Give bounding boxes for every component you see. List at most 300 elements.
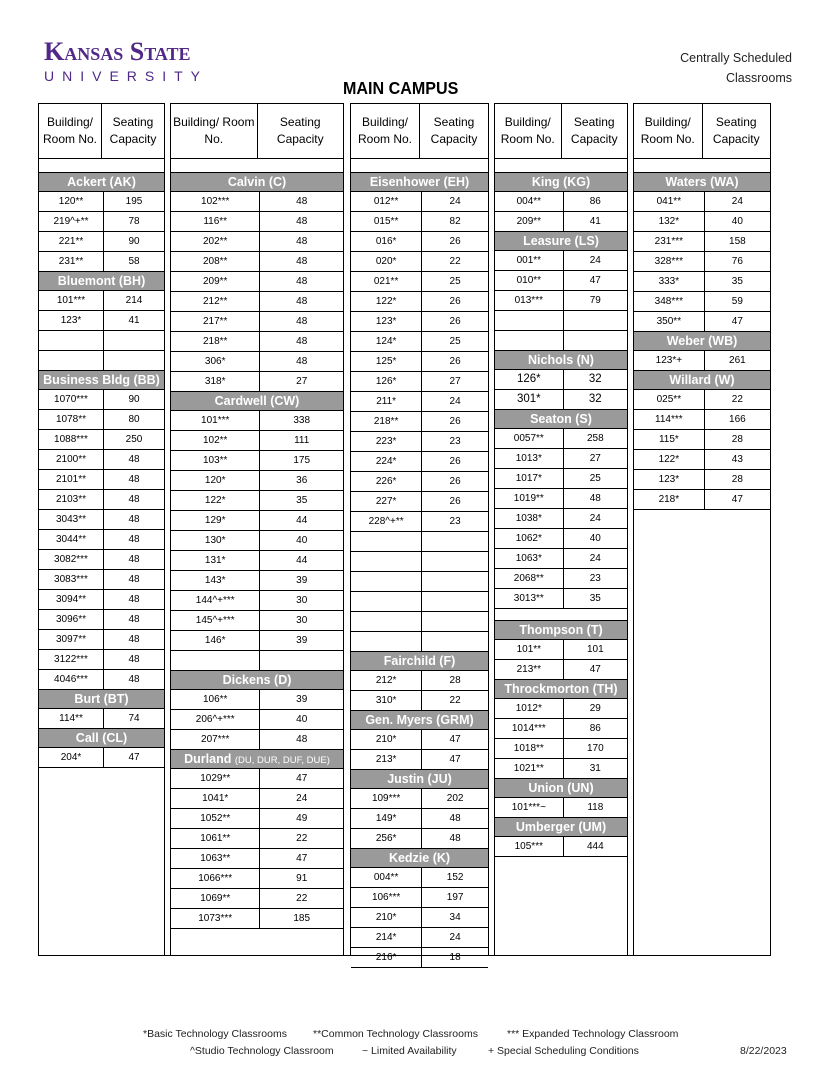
building-name: Dickens (D) [222,673,292,687]
room-number: 126* [495,370,564,389]
room-number: 2068** [495,569,564,588]
room-number: 102*** [171,192,260,211]
seating-capacity: 48 [128,654,140,665]
room-number: 1041* [171,789,260,808]
building-name: Leasure (LS) [523,234,599,248]
seating-capacity: 58 [128,256,140,267]
category-line-1: Centrally Scheduled [680,51,792,65]
table-row [495,212,627,232]
table-row [351,372,488,392]
table-row [39,470,164,490]
table-row [351,212,488,232]
table-row [351,928,488,948]
seating-capacity: 59 [731,296,743,307]
building-header [634,173,770,192]
table-row [634,312,770,332]
building-header [495,779,627,798]
room-number: 328*** [634,252,705,271]
room-number: 218* [634,490,705,509]
seating-capacity: 47 [296,853,308,864]
table-row [171,312,343,332]
table-row [39,670,164,690]
room-number: 144^+*** [171,591,260,610]
seating-capacity: 22 [449,695,461,706]
table-row [495,837,627,857]
table-row [171,471,343,491]
seating-capacity: 23 [449,516,461,527]
building-header [634,371,770,390]
room-number: 1052** [171,809,260,828]
building-header [39,690,164,709]
table-row [171,591,343,611]
empty-room-cell [39,351,104,370]
document-category [680,48,792,88]
seating-capacity: 44 [296,555,308,566]
seating-capacity: 41 [128,315,140,326]
seating-capacity: 22 [296,833,308,844]
room-number: 1070*** [39,390,104,409]
table-row [495,739,627,759]
building-header [634,332,770,351]
empty-room-cell [351,532,422,551]
room-header: Building/ Room No. [171,104,258,158]
table-row [495,390,627,410]
room-number: 3082*** [39,550,104,569]
empty-row [351,612,488,632]
seating-capacity: 48 [128,454,140,465]
table-row [171,571,343,591]
table-row [495,660,627,680]
room-number: 3094** [39,590,104,609]
building-name: Weber (WB) [666,334,738,348]
room-number: 333* [634,272,705,291]
building-name: Union (UN) [528,781,594,795]
empty-seat-cell [104,331,164,350]
seating-capacity: 23 [589,573,601,584]
table-row [495,759,627,779]
table-row [171,869,343,889]
empty-row [39,351,164,371]
empty-seat-cell [260,651,343,670]
empty-room-cell [171,651,260,670]
room-number: 012** [351,192,422,211]
empty-row [495,311,627,331]
seating-capacity: 444 [586,841,604,852]
table-row [495,509,627,529]
empty-room-cell [495,331,564,350]
seating-capacity: 30 [296,615,308,626]
room-number: 218** [351,412,422,431]
seating-capacity: 47 [128,752,140,763]
room-number: 1088*** [39,430,104,449]
room-number: 1063* [495,549,564,568]
table-row [39,510,164,530]
building-name: Cardwell (CW) [214,394,300,408]
table-row [351,452,488,472]
seating-capacity: 24 [296,793,308,804]
building-header [495,232,627,251]
seating-capacity: 27 [589,453,601,464]
table-row [171,789,343,809]
table-row [171,551,343,571]
table-row [634,490,770,510]
section-gap [495,609,627,621]
table-row [171,372,343,392]
seating-capacity: 76 [731,256,743,267]
seating-capacity: 47 [449,734,461,745]
empty-seat-cell [422,612,488,631]
table-row [39,570,164,590]
room-number: 3097** [39,630,104,649]
table-row [351,252,488,272]
legend-studio: ^Studio Technology Classroom [190,1045,334,1057]
seating-capacity: 170 [586,743,604,754]
seating-capacity: 24 [731,196,743,207]
seating-capacity: 23 [449,436,461,447]
seating-capacity: 39 [296,635,308,646]
room-number: 256* [351,829,422,848]
empty-room-cell [351,592,422,611]
seating-capacity: 48 [128,474,140,485]
room-number: 122* [171,491,260,510]
table-row [495,798,627,818]
room-number: 1017* [495,469,564,488]
table-bottom-rule [38,955,771,956]
room-number: 025** [634,390,705,409]
logo-line-1: Kansas State [44,37,191,66]
room-number: 212* [351,671,422,690]
empty-row [351,592,488,612]
building-name: Waters (WA) [665,175,739,189]
seating-capacity: 261 [729,355,746,366]
building-name: Fairchild (F) [383,654,456,668]
seating-capacity: 48 [296,356,308,367]
room-number: 214* [351,928,422,947]
seating-capacity: 36 [296,475,308,486]
column-1 [38,103,165,956]
seating-capacity: 39 [296,694,308,705]
seating-capacity: 152 [446,872,464,883]
seating-header: Seating Capacity [430,115,478,146]
seating-capacity: 47 [449,754,461,765]
room-number: 226* [351,472,422,491]
seating-capacity: 26 [449,416,461,427]
room-number: 3122*** [39,650,104,669]
room-number: 210* [351,908,422,927]
seating-capacity: 24 [449,932,461,943]
room-number: 306* [171,352,260,371]
building-header [39,173,164,192]
seating-capacity: 41 [589,216,601,227]
room-number: 1018** [495,739,564,758]
empty-row [351,632,488,652]
room-number: 145^+*** [171,611,260,630]
table-row [351,192,488,212]
room-number: 318* [171,372,260,391]
table-row [495,569,627,589]
table-row [171,332,343,352]
table-row [171,511,343,531]
room-number: 1019** [495,489,564,508]
column-5 [633,103,771,956]
seating-capacity: 80 [128,414,140,425]
room-number: 115* [634,430,705,449]
empty-row [351,552,488,572]
building-name: Eisenhower (EH) [369,175,470,189]
seating-capacity: 47 [589,275,601,286]
seating-capacity: 48 [128,634,140,645]
empty-seat-cell [422,632,488,651]
seating-capacity: 28 [731,434,743,445]
building-header [495,410,627,429]
empty-row [495,331,627,351]
table-row [495,719,627,739]
table-row [351,272,488,292]
seating-capacity: 185 [293,913,311,924]
room-number: 213* [351,750,422,769]
table-row [351,948,488,968]
room-number: 004** [495,192,564,211]
column-2 [170,103,344,956]
table-row [39,709,164,729]
building-header [171,671,343,690]
seating-capacity: 48 [296,236,308,247]
room-number: 0057** [495,429,564,448]
table-row [495,271,627,291]
room-number: 041** [634,192,705,211]
room-number: 1078** [39,410,104,429]
table-row [351,352,488,372]
seating-capacity: 90 [128,236,140,247]
building-header [495,818,627,837]
table-row [171,272,343,292]
empty-room-cell [351,552,422,571]
room-number: 122* [351,292,422,311]
room-number: 102** [171,431,260,450]
room-number: 106*** [351,888,422,907]
empty-row [39,331,164,351]
table-row [495,549,627,569]
seating-capacity: 250 [125,434,143,445]
column-4 [494,103,628,956]
seating-capacity: 22 [296,893,308,904]
table-row [351,412,488,432]
room-number: 020* [351,252,422,271]
page-title: MAIN CAMPUS [343,78,459,98]
seating-capacity: 32 [588,373,602,385]
room-number: 208** [171,252,260,271]
room-number: 109*** [351,789,422,808]
seating-capacity: 111 [294,435,310,446]
room-number: 218** [171,332,260,351]
room-number: 1062* [495,529,564,548]
building-header [351,173,488,192]
table-row [351,829,488,849]
seating-capacity: 27 [449,376,461,387]
room-number: 1021** [495,759,564,778]
room-number: 101***~ [495,798,564,817]
seating-capacity: 26 [449,356,461,367]
room-number: 3083*** [39,570,104,589]
room-number: 216* [351,948,422,967]
table-row [171,531,343,551]
table-row [171,809,343,829]
seating-capacity: 48 [128,494,140,505]
table-row [351,292,488,312]
seating-capacity: 48 [128,594,140,605]
seating-capacity: 48 [296,296,308,307]
seating-capacity: 18 [449,952,461,963]
seating-capacity: 32 [588,393,602,405]
room-number: 123* [634,470,705,489]
empty-room-cell [351,632,422,651]
seating-capacity: 86 [589,723,601,734]
seating-capacity: 202 [446,793,464,804]
seating-capacity: 43 [731,454,743,465]
seating-capacity: 26 [449,296,461,307]
building-header [171,750,343,769]
room-number: 223* [351,432,422,451]
legend-common: **Common Technology Classrooms [313,1028,478,1040]
room-number: 348*** [634,292,705,311]
table-row [171,889,343,909]
seating-capacity: 49 [296,813,308,824]
seating-capacity: 26 [449,476,461,487]
room-number: 227* [351,492,422,511]
room-number: 212** [171,292,260,311]
room-header: Building/ Room No. [351,104,420,158]
room-number: 231*** [634,232,705,251]
table-row [495,192,627,212]
column-header [634,103,770,159]
building-name: Throckmorton (TH) [504,682,618,696]
table-row [39,610,164,630]
legend-limited: ~ Limited Availability [362,1045,457,1057]
building-header [39,371,164,390]
room-number: 146* [171,631,260,650]
room-number: 1066*** [171,869,260,888]
table-row [495,469,627,489]
room-number: 206^+*** [171,710,260,729]
seating-capacity: 48 [589,493,601,504]
seating-capacity: 48 [296,256,308,267]
table-row [351,809,488,829]
room-number: 116** [171,212,260,231]
seating-capacity: 25 [449,276,461,287]
table-row [634,252,770,272]
legend-basic: *Basic Technology Classrooms [143,1028,287,1040]
seating-capacity: 48 [128,574,140,585]
room-number: 106** [171,690,260,709]
seating-capacity: 34 [449,912,461,923]
room-number: 204* [39,748,104,767]
room-number: 114** [39,709,104,728]
empty-row [351,532,488,552]
seating-capacity: 74 [128,713,140,724]
room-number: 021** [351,272,422,291]
table-row [351,691,488,711]
room-number: 1063** [171,849,260,868]
category-line-2: Classrooms [726,71,792,85]
building-name: Calvin (C) [227,175,287,189]
seating-capacity: 40 [296,714,308,725]
header-spacer [351,159,488,173]
building-name: Bluemont (BH) [57,274,146,288]
table-row [351,888,488,908]
seating-capacity: 82 [449,216,461,227]
seating-capacity: 35 [589,593,601,604]
table-row [634,430,770,450]
seating-capacity: 175 [293,455,311,466]
seating-capacity: 48 [128,614,140,625]
table-row [495,589,627,609]
building-name: King (KG) [531,175,591,189]
table-row [351,472,488,492]
building-name: Call (CL) [75,731,128,745]
table-row [171,352,343,372]
room-header: Building/ Room No. [495,104,562,158]
building-header [495,680,627,699]
table-row [351,868,488,888]
table-row [351,392,488,412]
seating-capacity: 91 [296,873,308,884]
seating-capacity: 48 [128,534,140,545]
legend-expanded: *** Expanded Technology Classroom [507,1028,679,1040]
room-number: 2103** [39,490,104,509]
building-name: Durland [184,752,232,766]
table-row [171,491,343,511]
empty-room-cell [495,311,564,330]
room-number: 3096** [39,610,104,629]
seating-capacity: 78 [128,216,140,227]
table-row [634,410,770,430]
seating-capacity: 48 [296,336,308,347]
room-number: 209** [495,212,564,231]
building-header [495,173,627,192]
room-number: 221** [39,232,104,251]
header-spacer [171,159,343,173]
seating-capacity: 101 [586,644,604,655]
seating-capacity: 48 [128,554,140,565]
room-number: 209** [171,272,260,291]
room-number: 228^+** [351,512,422,531]
room-number: 123* [351,312,422,331]
empty-seat-cell [564,331,627,350]
seating-capacity: 39 [296,575,308,586]
room-number: 1013* [495,449,564,468]
building-name: Nichols (N) [528,353,594,367]
table-row [171,611,343,631]
table-row [171,849,343,869]
seating-capacity: 31 [589,763,601,774]
table-row [39,650,164,670]
seating-capacity: 47 [731,494,743,505]
table-row [351,312,488,332]
empty-seat-cell [422,532,488,551]
empty-row [171,651,343,671]
room-number: 105*** [495,837,564,856]
room-number: 010** [495,271,564,290]
table-row [39,192,164,212]
seating-capacity: 26 [449,236,461,247]
table-row [171,411,343,431]
seating-header: Seating Capacity [276,115,324,146]
seating-capacity: 48 [128,514,140,525]
building-header [351,652,488,671]
column-header [351,103,488,159]
seating-capacity: 48 [296,196,308,207]
empty-room-cell [351,572,422,591]
